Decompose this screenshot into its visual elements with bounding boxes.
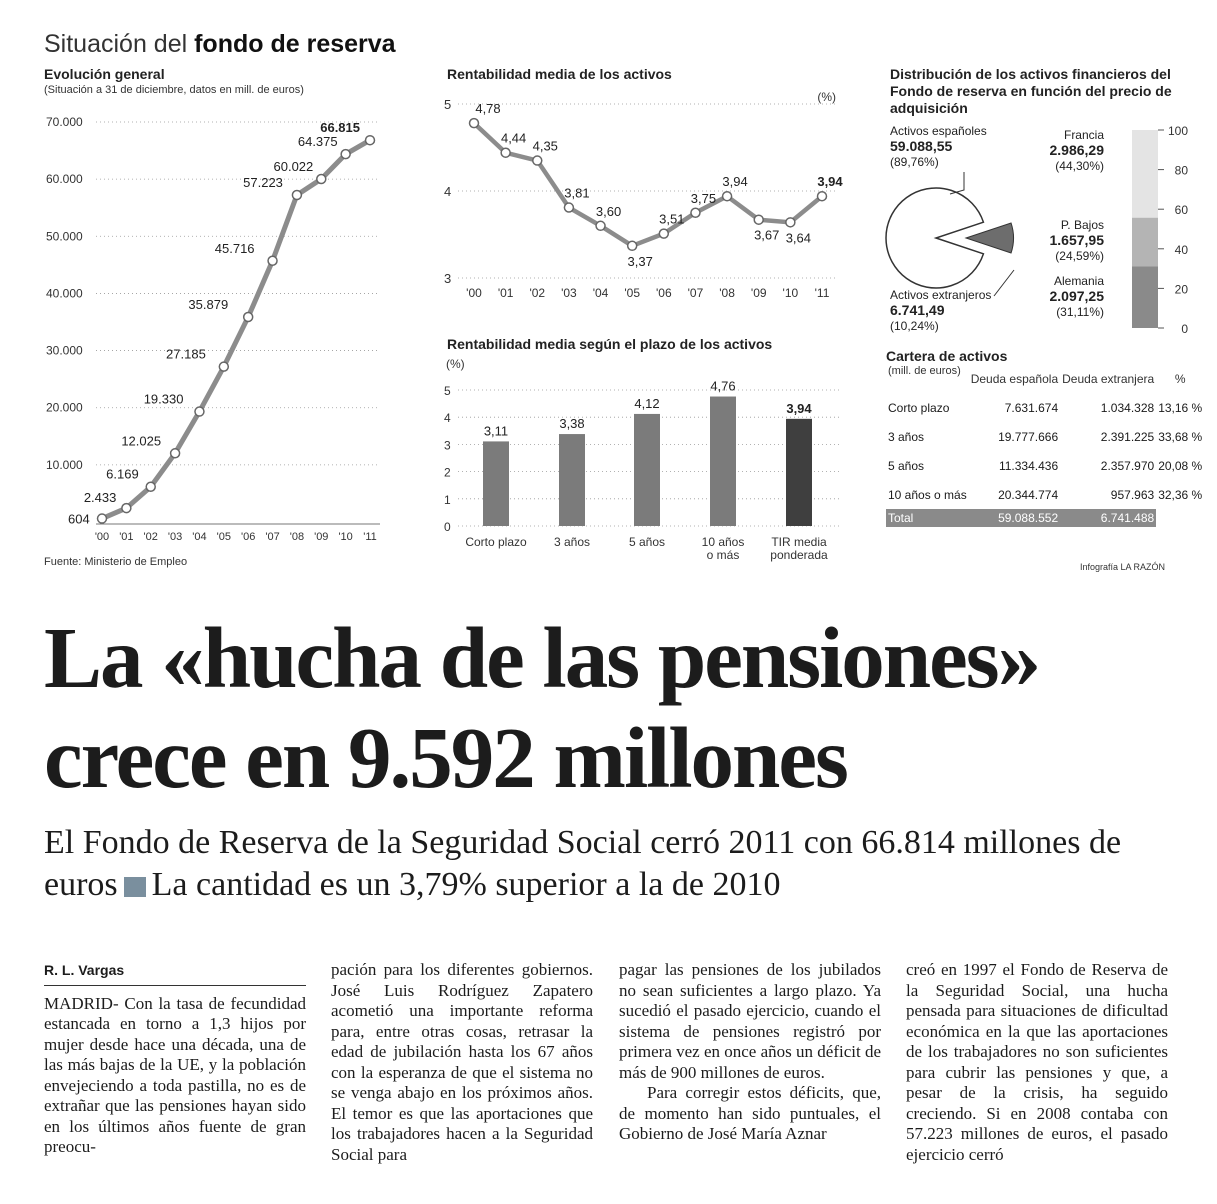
paragraph: Para corregir estos déficits, que, de momento han sido puntuales, el Gobierno de José María Aznar — [619, 1083, 881, 1143]
germany-pct: (31,11%) — [1056, 305, 1104, 319]
x-tick-label: TIR media — [771, 535, 827, 549]
data-point — [786, 218, 795, 227]
foreign-assets-name: Activos extranjeros — [890, 288, 992, 302]
x-tick-label: 3 años — [553, 535, 591, 549]
data-point — [691, 208, 700, 217]
x-tick-label: '11 — [814, 286, 830, 300]
term-chart — [430, 352, 850, 572]
data-label: 4,12 — [634, 395, 660, 411]
y-tick-label: 60 — [1174, 203, 1188, 218]
data-label: 3,75 — [690, 190, 717, 206]
data-label: 3,81 — [564, 185, 590, 201]
france-value: 2.986,29 — [1049, 142, 1104, 158]
data-label: 45.716 — [214, 240, 255, 256]
cell: 19.777.666 — [998, 429, 1059, 444]
bar — [559, 434, 585, 526]
data-label: 4,76 — [710, 378, 736, 394]
x-tick-label: 10 años — [701, 535, 745, 549]
y-tick-label: 50.000 — [46, 229, 83, 244]
bar — [483, 441, 509, 526]
row-label: 10 años o más — [888, 487, 967, 502]
x-tick-label: '09 — [750, 286, 767, 300]
x-tick-label: '10 — [338, 531, 353, 543]
data-label: 35.879 — [188, 296, 229, 312]
y-tick-label: 3 — [444, 271, 452, 286]
x-tick-label: '03 — [561, 286, 577, 300]
data-label: 60.022 — [273, 159, 314, 175]
y-tick-label: 5 — [444, 97, 452, 112]
bar — [634, 414, 660, 526]
y-tick-label: 1 — [444, 492, 451, 507]
cell: 11.334.436 — [998, 458, 1059, 473]
cell: 2.391.225 — [1100, 429, 1155, 444]
data-point — [98, 514, 107, 523]
data-label: 3,94 — [722, 174, 748, 190]
portfolio-table — [886, 364, 1204, 527]
france-name: Francia — [1063, 128, 1104, 142]
y-tick-label: 5 — [444, 384, 451, 398]
x-tick-label: '07 — [687, 286, 704, 300]
data-point — [628, 241, 637, 250]
x-tick-label: '07 — [265, 531, 280, 543]
x-tick-label: '06 — [241, 531, 256, 543]
data-point — [596, 221, 605, 230]
y-tick-label: 4 — [444, 411, 451, 426]
data-label: 57.223 — [243, 175, 283, 191]
data-point — [470, 119, 479, 128]
distribution-title: Distribución de los activos financieros del Fondo de reserva en función del precio de adquisición — [890, 66, 1172, 116]
x-tick-label: '02 — [143, 531, 158, 543]
x-tick-label: '02 — [529, 286, 546, 300]
spanish-assets-value: 59.088,55 — [890, 138, 953, 154]
bar — [710, 397, 736, 526]
x-tick-label: '05 — [216, 531, 231, 543]
section-title — [44, 30, 396, 59]
subhead — [44, 822, 1194, 906]
y-tick-label: 100 — [1167, 124, 1188, 138]
cell: 20,08 % — [1158, 458, 1203, 473]
x-tick-label: '01 — [119, 531, 134, 543]
bar — [786, 419, 812, 526]
x-tick-label: '04 — [592, 286, 609, 300]
stack-segment — [1132, 130, 1158, 218]
row-label: 3 años — [888, 429, 925, 444]
netherlands-pct: (24,59%) — [1055, 249, 1104, 263]
unit-label: (%) — [446, 357, 465, 371]
x-tick-label: '00 — [94, 531, 110, 543]
cell: 13,16 % — [1158, 400, 1203, 415]
cell: 957.963 — [1110, 487, 1155, 502]
x-tick-label: '11 — [363, 531, 377, 543]
data-point — [564, 203, 573, 212]
data-label: 3,60 — [595, 203, 622, 219]
data-point — [146, 482, 155, 491]
data-label: 3,11 — [483, 423, 509, 439]
y-tick-label: 0 — [1181, 322, 1188, 336]
data-label: 604 — [68, 511, 90, 527]
table-header-row — [886, 364, 1204, 393]
y-tick-label: 40 — [1174, 242, 1188, 257]
y-tick-label: 10.000 — [46, 457, 83, 472]
cell: 2.357.970 — [1100, 458, 1155, 473]
data-point — [501, 148, 510, 157]
byline: R. L. Vargas — [44, 960, 306, 986]
x-tick-label: ponderada — [770, 548, 828, 562]
data-label: 2.433 — [83, 490, 117, 506]
netherlands-name: P. Bajos — [1060, 218, 1104, 232]
germany-name: Alemania — [1053, 274, 1104, 288]
spanish-assets-name: Activos españoles — [890, 124, 987, 138]
data-point — [659, 229, 668, 238]
section-title-light: Situación del — [44, 30, 188, 58]
table-row — [886, 451, 1204, 480]
evolution-chart — [30, 100, 400, 550]
y-tick-label: 80 — [1174, 163, 1188, 178]
y-tick-label: 60.000 — [46, 172, 83, 187]
cell: 1.034.328 — [1100, 400, 1155, 415]
article-column-3 — [619, 960, 881, 1145]
return-chart-title: Rentabilidad media de los activos — [447, 66, 672, 82]
paragraph: pagar las pensiones de los jubilados no sean suficientes a largo plazo. Ya sucedió el pasado ejercicio, cuando el sistema de pensiones registró por primera vez en once años un déficit de más de 900 millones de euros. — [619, 960, 881, 1082]
table-subtitle: (mill. de euros) — [888, 365, 961, 377]
row-label: 5 años — [888, 458, 925, 473]
unit-label: (%) — [817, 90, 836, 104]
data-label: 12.025 — [121, 433, 162, 449]
x-tick-label: '06 — [655, 286, 672, 300]
evolution-chart-source: Fuente: Ministerio de Empleo — [44, 556, 188, 568]
data-label: 6.169 — [106, 466, 139, 482]
y-tick-label: 20 — [1174, 282, 1188, 297]
table-total-row — [886, 509, 1204, 527]
article-column-2 — [331, 960, 593, 1165]
data-point — [219, 362, 228, 371]
x-tick-label: '01 — [497, 286, 514, 300]
return-chart — [430, 84, 850, 309]
table-header-spanish: Deuda española — [970, 371, 1059, 386]
data-label: 4,78 — [475, 101, 501, 117]
stack-segment — [1132, 218, 1158, 267]
data-label: 3,94 — [786, 400, 812, 416]
y-tick-label: 20.000 — [46, 400, 83, 415]
data-label: 27.185 — [166, 346, 206, 362]
france-pct: (44,30%) — [1055, 159, 1104, 173]
subhead-part2: La cantidad es un 3,79% superior a la de 2010 — [151, 866, 781, 903]
germany-label — [1028, 274, 1104, 320]
data-point — [818, 192, 827, 201]
data-label: 3,94 — [817, 174, 843, 190]
x-tick-label: Corto plazo — [465, 535, 527, 549]
paragraph: pación para los diferentes gobiernos. José Luis Rodríguez Zapatero acometió una importante reforma para, entre otras cosas, retrasar la edad de jubilación hasta los 67 años con la esperanza de que el sistema no se venga abajo en los próximos años. El temor es que las aportaciones que los trabajadores hacen a la Seguridad Social para — [331, 960, 593, 1164]
headline: La «hucha de las pensiones» crece en 9.592 millones — [44, 609, 1040, 806]
data-label: 66.815 — [320, 120, 360, 136]
paragraph: MADRID- Con la tasa de fecundidad estancada en torno a 1,3 hijos por mujer desde hace una década, una de las más bajas de la UE, y la población envejeciendo a toda pastilla, no es de extrañar que las pensiones hayan sido en los últimos años fuente de gran preocu- — [44, 993, 306, 1156]
data-label: 3,67 — [754, 227, 780, 243]
total-foreign: 6.741.488 — [1060, 509, 1156, 527]
term-chart-title: Rentabilidad media según el plazo de los activos — [447, 336, 773, 352]
data-point — [292, 191, 301, 200]
data-point — [723, 192, 732, 201]
cell: 20.344.774 — [998, 487, 1059, 502]
x-tick-label: '10 — [782, 286, 799, 300]
stack-segment — [1132, 266, 1158, 328]
table-row — [886, 393, 1204, 422]
data-point — [195, 407, 204, 416]
cell: 32,36 % — [1158, 487, 1203, 502]
y-tick-label: 70.000 — [46, 115, 83, 129]
netherlands-value: 1.657,95 — [1049, 232, 1104, 248]
infographic-credit: Infografía LA RAZÓN — [1080, 562, 1166, 572]
article-column-4 — [906, 960, 1168, 1165]
y-tick-label: 30.000 — [46, 343, 83, 358]
data-point — [366, 136, 375, 145]
table-row — [886, 480, 1204, 509]
data-point — [244, 312, 253, 321]
data-point — [122, 504, 131, 513]
portfolio-table-block — [886, 348, 1203, 527]
x-tick-label: o más — [706, 548, 740, 562]
x-tick-label: '08 — [289, 531, 305, 543]
x-tick-label: '05 — [624, 286, 641, 300]
y-tick-label: 2 — [444, 465, 451, 480]
spanish-assets-pct: (89,76%) — [890, 155, 939, 169]
total-label: Total — [886, 509, 969, 527]
x-tick-label: 5 años — [628, 535, 666, 549]
data-label: 64.375 — [297, 134, 338, 150]
pie-slice-foreign — [966, 223, 1014, 253]
data-label: 4,44 — [500, 130, 527, 146]
germany-value: 2.097,25 — [1049, 288, 1104, 304]
y-tick-label: 40.000 — [46, 286, 83, 301]
x-tick-label: '08 — [719, 286, 735, 300]
x-tick-label: '00 — [466, 286, 482, 300]
x-tick-label: '03 — [167, 531, 183, 543]
series-line — [102, 140, 370, 518]
foreign-assets-pct: (10,24%) — [890, 319, 939, 333]
cell: 33,68 % — [1158, 429, 1203, 444]
data-label: 3,64 — [785, 230, 812, 246]
france-label — [1028, 128, 1104, 174]
data-label: 3,37 — [627, 253, 653, 269]
evolution-chart-title: Evolución general — [44, 66, 165, 82]
data-point — [341, 150, 350, 159]
subhead-part1: El Fondo de Reserva de la Seguridad Social cerró 2011 con 66.814 millones de euros — [44, 824, 1122, 903]
paragraph: creó en 1997 el Fondo de Reserva de la Seguridad Social, una hucha pensada para situaciones de dificultad económica en la que las aportaciones de los trabajadores no son suficientes para cubrir las pensiones y que, a pesar de la crisis, ha seguido creciendo. Si en 2008 contaba con 57.223 millones de euros, el pasado ejercicio cerró — [906, 960, 1168, 1164]
article-column-1 — [44, 960, 306, 1158]
data-label: 19.330 — [143, 391, 184, 407]
row-label: Corto plazo — [888, 400, 950, 415]
y-tick-label: 0 — [444, 520, 451, 534]
netherlands-label — [1028, 218, 1104, 264]
total-empty — [1156, 509, 1204, 527]
portfolio-table-title: Cartera de activos — [886, 348, 1008, 364]
y-tick-label: 4 — [444, 184, 452, 199]
total-spanish: 59.088.552 — [969, 509, 1060, 527]
data-label: 4,35 — [532, 138, 558, 154]
data-point — [268, 256, 277, 265]
section-title-bold: fondo de reserva — [194, 30, 396, 58]
separator-square-icon — [124, 877, 146, 897]
table-header-foreign: Deuda extranjera — [1062, 371, 1155, 386]
data-point — [171, 449, 180, 458]
x-tick-label: '09 — [314, 531, 329, 543]
data-label: 3,51 — [659, 211, 685, 227]
table-header-pct: % — [1174, 371, 1186, 386]
cell: 7.631.674 — [1004, 400, 1059, 415]
x-tick-label: '04 — [192, 531, 207, 543]
y-tick-label: 3 — [444, 438, 451, 453]
data-point — [533, 156, 542, 165]
data-point — [317, 175, 326, 184]
data-point — [754, 215, 763, 224]
evolution-chart-subtitle: (Situación a 31 de diciembre, datos en mill. de euros) — [44, 84, 304, 96]
leader-line — [994, 270, 1014, 296]
foreign-assets-value: 6.741,49 — [890, 302, 945, 318]
table-row — [886, 422, 1204, 451]
data-label: 3,38 — [559, 416, 585, 432]
